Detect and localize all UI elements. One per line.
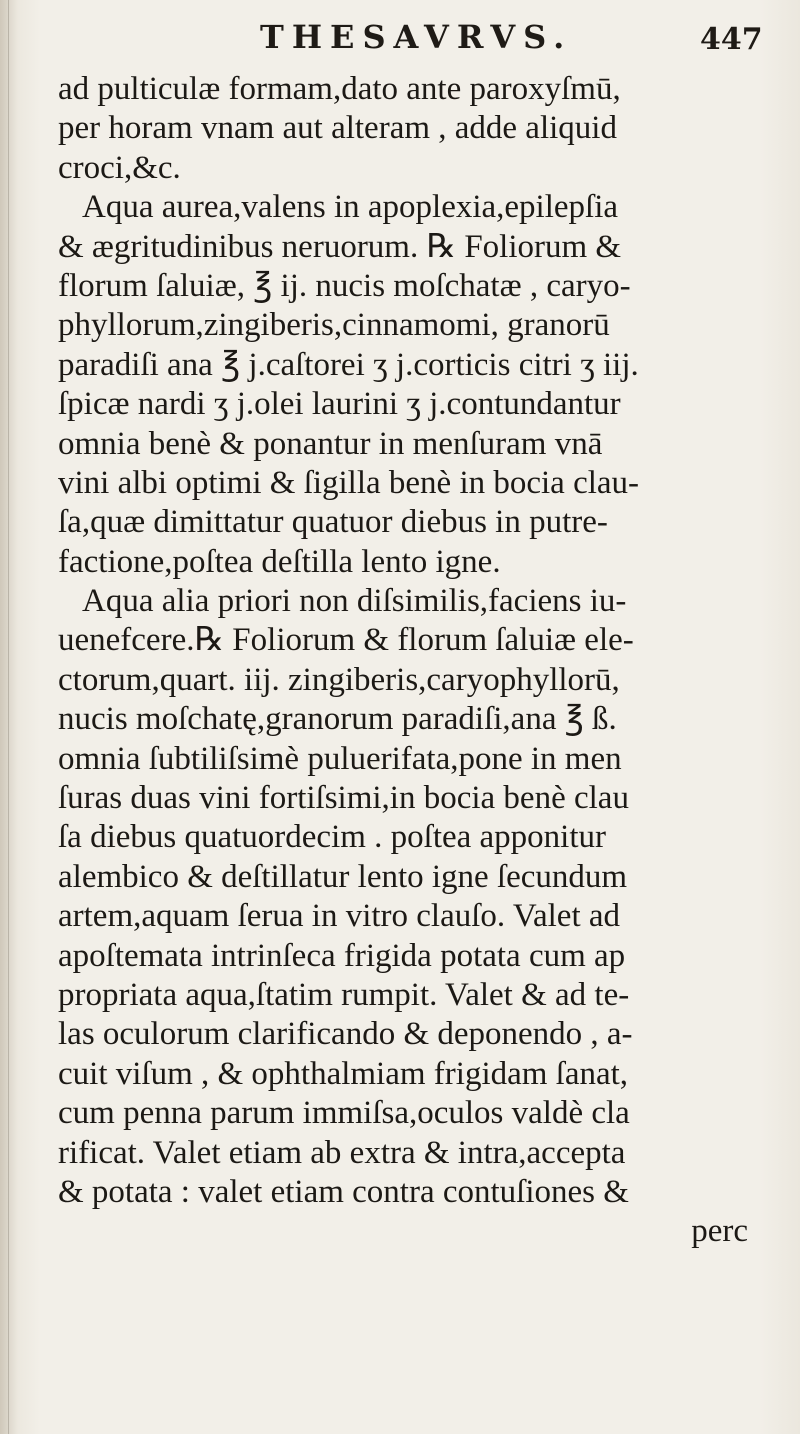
text-line: omnia benè & ponantur in menſuram vnā <box>58 425 603 462</box>
text-line: ſpicæ nardi ʒ j.olei laurini ʒ j.contundantur <box>58 386 621 423</box>
text-line: uenefcere.℞ Foliorum & florum ſaluiæ ele- <box>58 622 634 659</box>
text-line: florum ſaluiæ, ℥ ij. nucis moſchatæ , caryo- <box>58 267 631 304</box>
text-line: cum penna parum immiſsa,oculos valdè cla <box>58 1095 630 1132</box>
catchword: perc <box>691 1213 748 1250</box>
text-line: & potata : valet etiam contra contuſiones & <box>58 1173 629 1210</box>
page-header <box>0 10 800 60</box>
text-line: propriata aqua,ſtatim rumpit. Valet & ad te- <box>58 976 630 1013</box>
text-line: paradiſi ana ℥ j.caſtorei ʒ j.corticis citri ʒ iij. <box>58 346 639 383</box>
text-line: phyllorum,zingiberis,cinnamomi, granorū <box>58 307 610 344</box>
text-line: nucis moſchatę,granorum paradiſi,ana ℥ ß. <box>58 701 617 738</box>
text-line: rificat. Valet etiam ab extra & intra,accepta <box>58 1134 626 1171</box>
text-line: artem,aquam ſerua in vitro clauſo. Valet ad <box>58 898 621 935</box>
text-line: Aqua alia priori non diſsimilis,faciens iu- <box>82 583 627 620</box>
text-line: ſa,quæ dimittatur quatuor diebus in putre- <box>58 504 608 541</box>
text-line: ctorum,quart. iij. zingiberis,caryophyllorū, <box>58 661 620 698</box>
text-line: alembico & deſtillatur lento igne ſecundum <box>58 858 628 895</box>
text-line: apoſtemata intrinſeca frigida potata cum ap <box>58 937 626 974</box>
text-line: omnia ſubtiliſsimè puluerifata,pone in men <box>58 740 622 777</box>
running-head: THESAVRVS. <box>260 18 573 56</box>
text-line: cuit viſum , & ophthalmiam frigidam ſanat, <box>58 1055 629 1092</box>
text-line: & ægritudinibus neruorum. ℞ Foliorum & <box>58 228 622 265</box>
text-line: ſa diebus quatuordecim . poſtea apponitur <box>58 819 607 856</box>
text-line: ſuras duas vini fortiſsimi,in bocia benè clau <box>58 780 629 817</box>
body-text <box>58 70 778 1252</box>
text-line: vini albi optimi & ſigilla benè in bocia clau- <box>58 464 640 501</box>
text-line: ad pulticulæ formam,dato ante paroxyſmū, <box>58 71 621 107</box>
text-line: Aqua aurea,valens in apoplexia,epilepſia <box>82 189 619 226</box>
text-line: las oculorum clarificando & deponendo , a- <box>58 1016 633 1053</box>
text-line: factione,poſtea deſtilla lento igne. <box>58 543 501 580</box>
page-number: 447 <box>700 22 763 57</box>
gutter-shadow <box>8 0 9 1434</box>
text-line: per horam vnam aut alteram , adde aliquid <box>58 110 617 147</box>
text-line: croci,&c. <box>58 149 181 186</box>
